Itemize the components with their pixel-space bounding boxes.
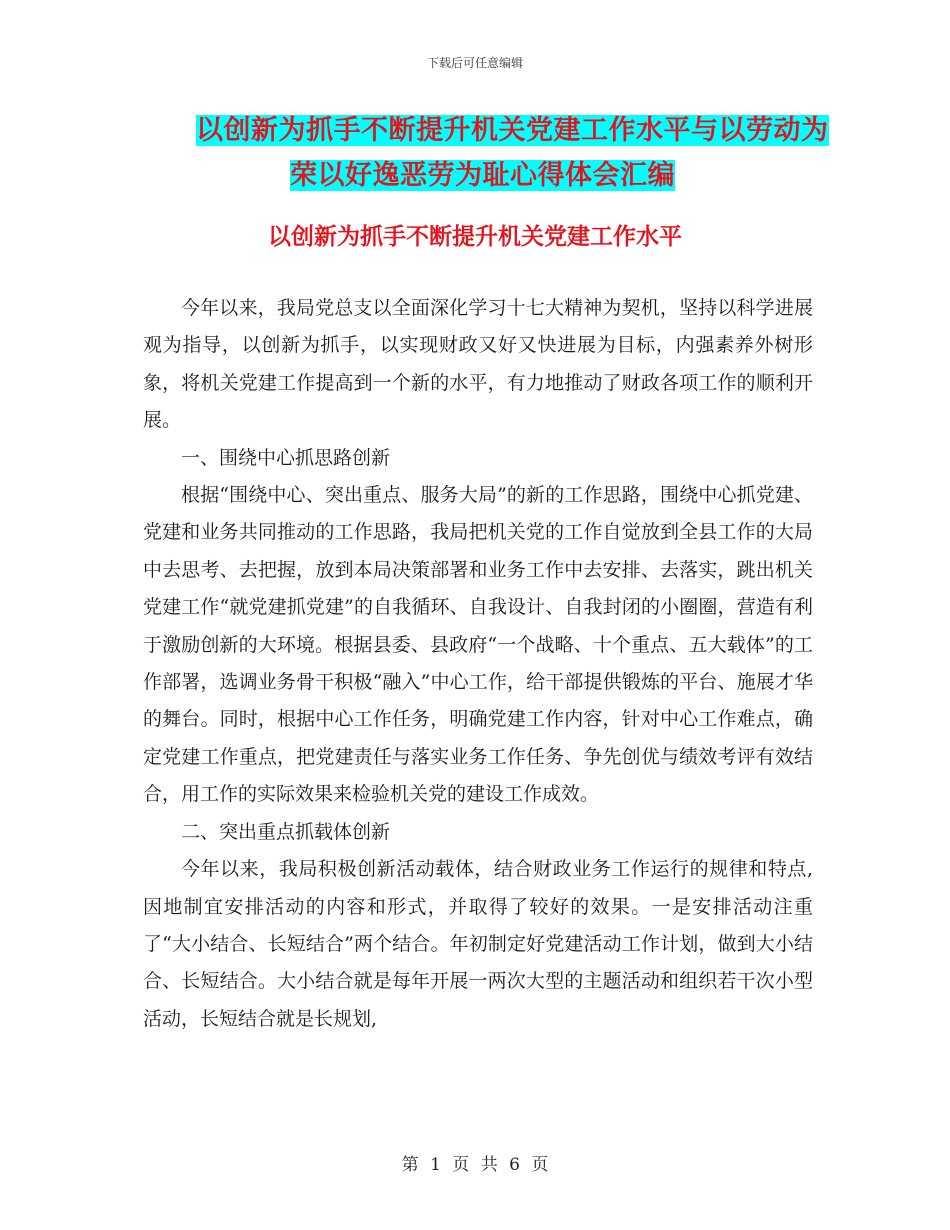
heading-two: 二、突出重点抓载体创新 bbox=[181, 820, 391, 843]
title-line-2 bbox=[150, 153, 840, 198]
title-line-2-text: 荣以好逸恶劳为耻心得体会汇编 bbox=[290, 160, 675, 191]
paragraph-intro: 今年以来，我局党总支以全面深化学习十七大精神为契机，坚持以科学进展观为指导，以创新为抓手，以实现财政又好又快进展为目标，内强素养外树形象，将机关党建工作提高到一个新的水平，有力地推动了财政各项工作的顺利开展。 bbox=[143, 297, 813, 432]
paragraph-one: 根据“围绕中心、突出重点、服务大局”的新的工作思路，围绕中心抓党建、党建和业务共同推动的工作思路，我局把机关党的工作自觉放到全县工作的大局中去思考、去把握，放到本局决策部署和业务工作中去安排、去落实，跳出机关党建工作“就党建抓党建”的自我循环、自我设计、自我封闭的小圈圈，营造有利于激励创新的大环境。根据县委、县政府“一个战略、十个重点、五大载体”的工作部署，选调业务骨干积极“融入”中心工作，给干部提供锻炼的平台、施展才华的舞台。同时，根据中心工作任务，明确党建工作内容，针对中心工作难点，确定党建工作重点，把党建责任与落实业务工作任务、争先创优与绩效考评有效结合，用工作的实际效果来检验机关党的建设工作成效。 bbox=[143, 484, 813, 806]
paragraph-two: 今年以来，我局积极创新活动载体，结合财政业务工作运行的规律和特点,因地制宜安排活动的内容和形式，并取得了较好的效果。一是安排活动注重了“大小结合、长短结合”两个结合。年初制定好党建活动工作计划，做到大小结合、长短结合。大小结合就是每年开展一两次大型的主题活动和组织若干次小型活动，长短结合就是长规划, bbox=[143, 858, 813, 1030]
title-line-1-text: 以创新为抓手不断提升机关党建工作水平与以劳动为 bbox=[196, 115, 829, 146]
document-body bbox=[143, 290, 813, 1038]
title-line-1 bbox=[150, 108, 840, 153]
heading-one: 一、围绕中心抓思路创新 bbox=[181, 446, 391, 469]
header-note: 下载后可任意编辑 bbox=[426, 56, 523, 70]
document-title bbox=[150, 108, 840, 198]
section-title: 以创新为抓手不断提升机关党建工作水平 bbox=[268, 224, 682, 250]
page-footer: 第 1 页 共 6 页 bbox=[401, 1155, 549, 1175]
